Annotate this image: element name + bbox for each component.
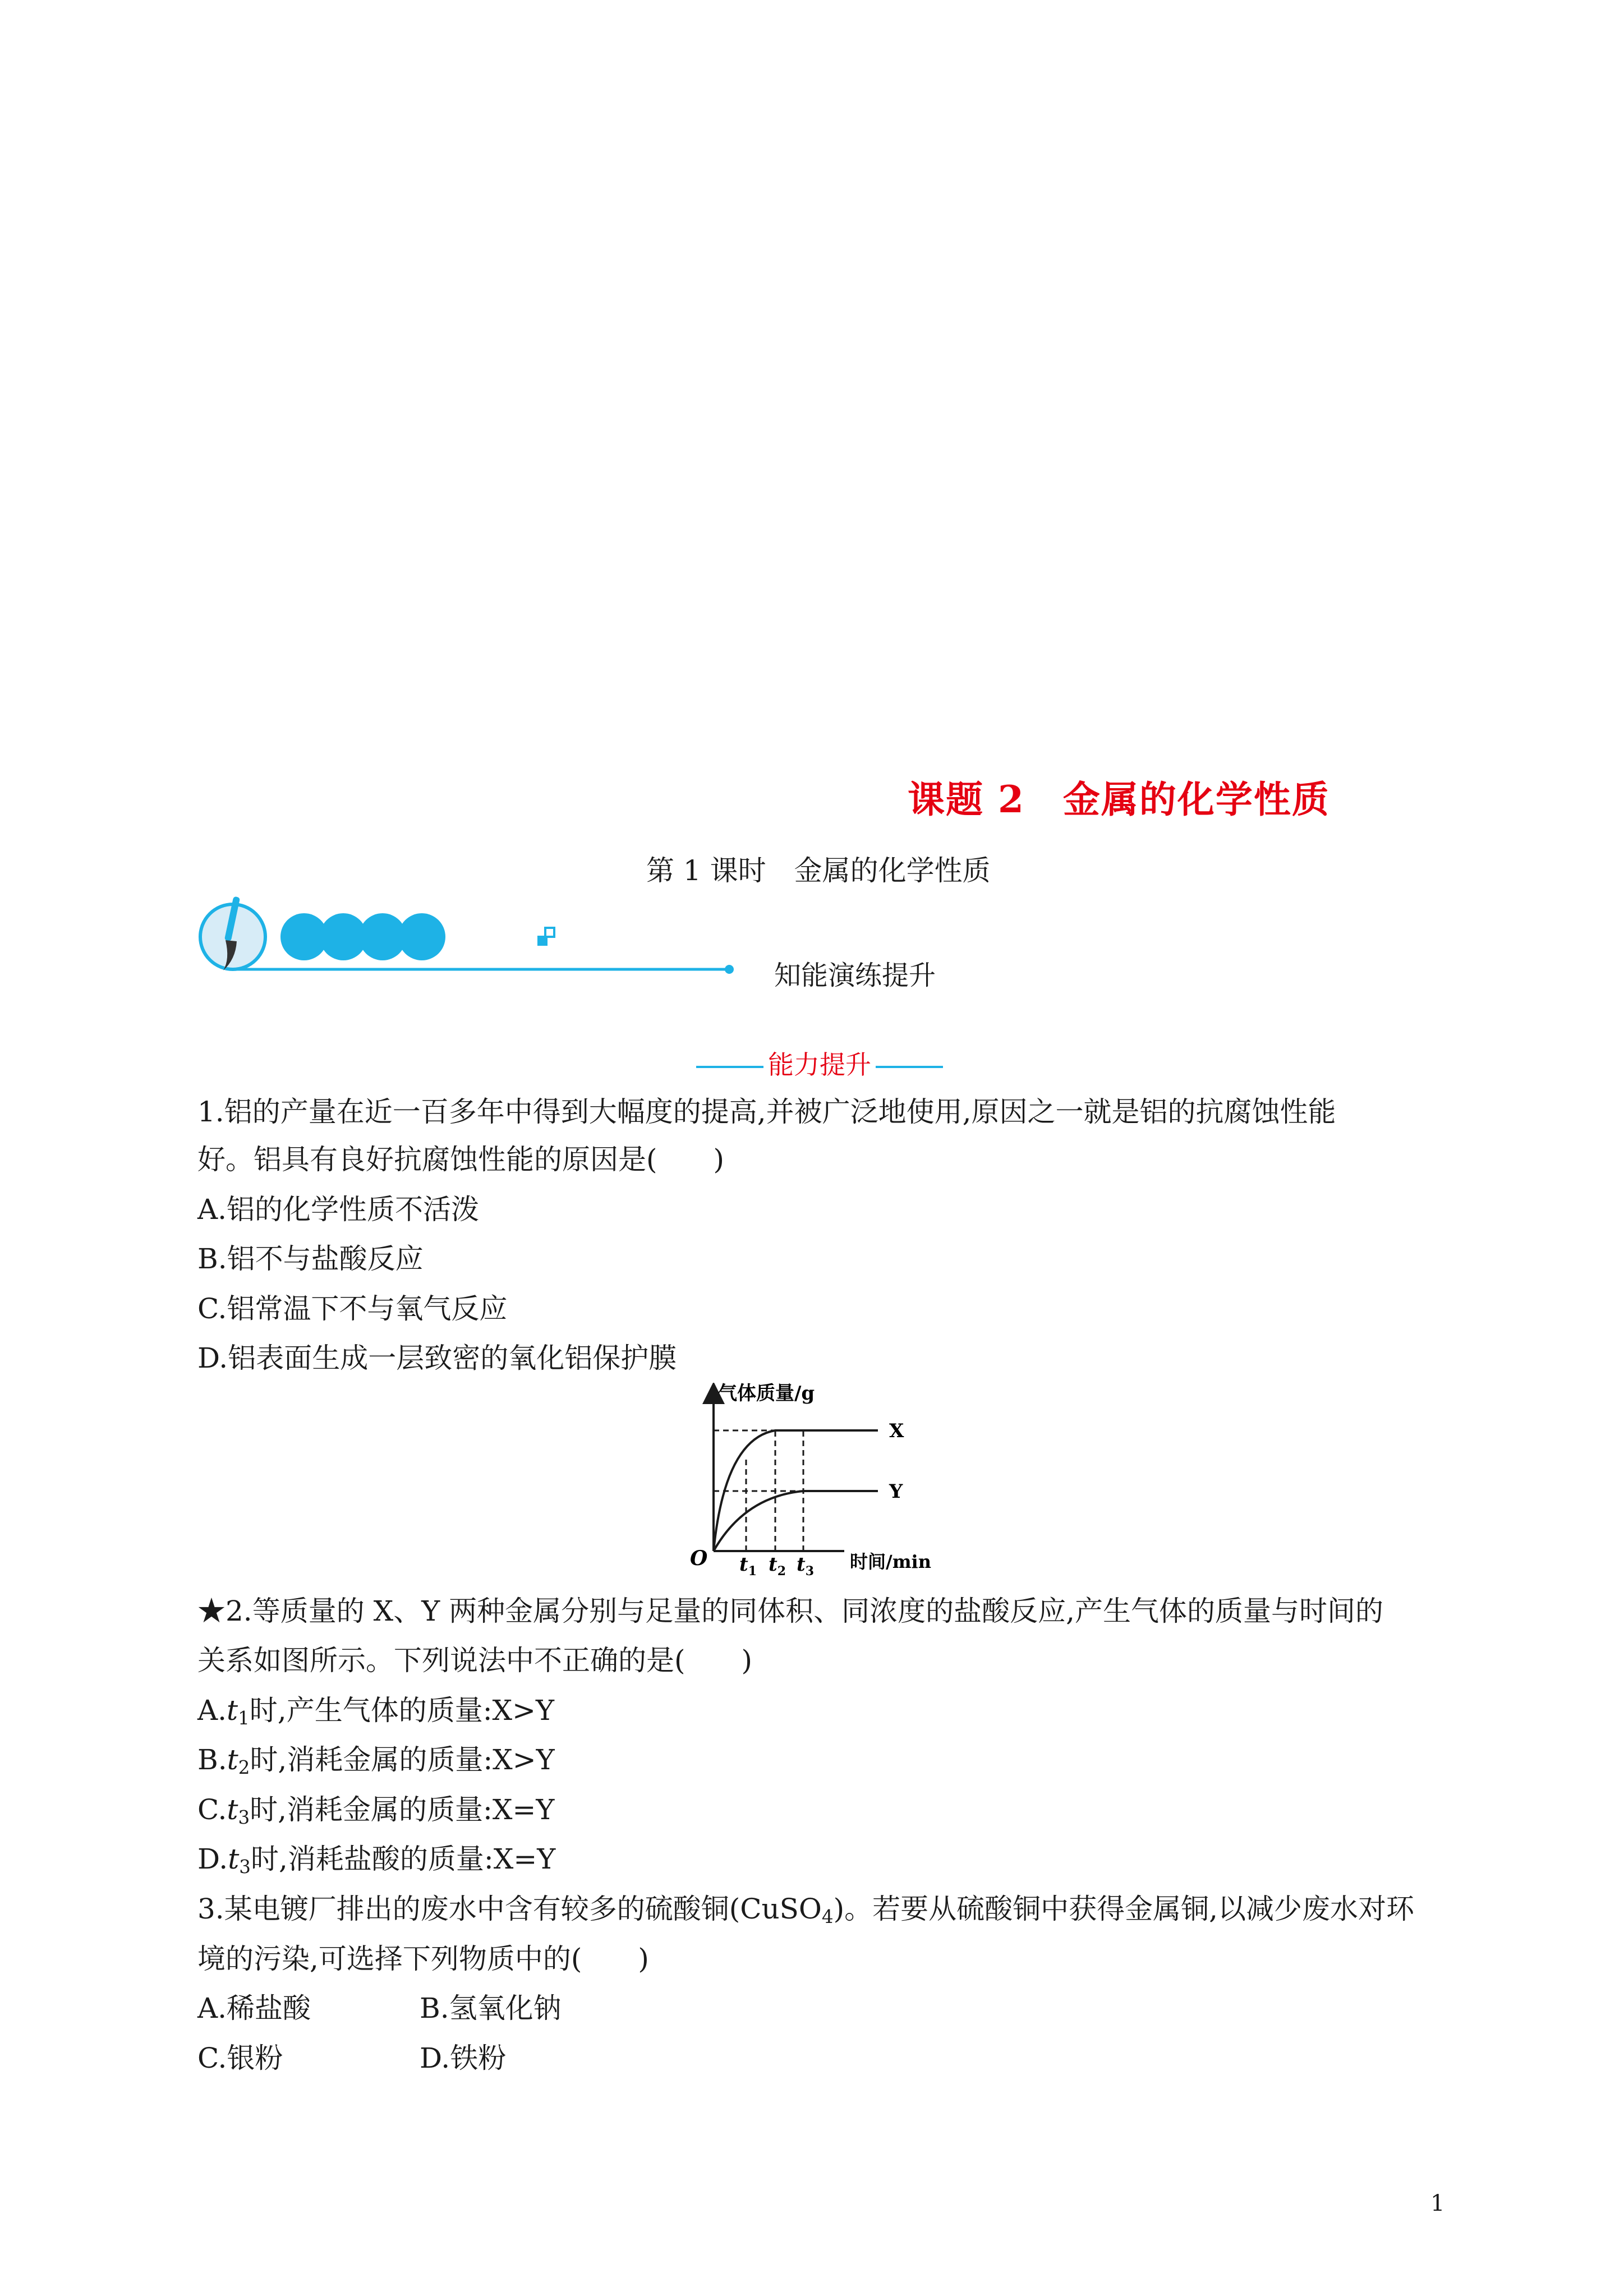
q3-option-b: B.氢氧化钠 (420, 1992, 562, 2024)
section-heading: 能力提升 (692, 1045, 947, 1082)
q1-line2: 好。铝具有良好抗腐蚀性能的原因是( ) (197, 1143, 725, 1176)
series-x-label: X (889, 1420, 904, 1442)
page-number: 1 (1430, 2191, 1445, 2216)
q3-option-c: C.银粉 (197, 2042, 283, 2074)
gas-mass-chart (687, 1383, 951, 1590)
q3-line1: 3.某电镀厂排出的废水中含有较多的硫酸铜(CuSO$_4$)。若要从硫酸铜中获得金属铜,以减少废水对环 (197, 1893, 1415, 1928)
q1-option-b: B.铝不与盐酸反应 (197, 1243, 424, 1275)
q2-option-d: $D.t_3$时,消耗盐酸的质量:X=Y (197, 1843, 556, 1878)
q3-line2: 境的污染,可选择下列物质中的( ) (197, 1943, 649, 1975)
series-y-line (714, 1491, 878, 1551)
q1-option-d: D.铝表面生成一层致密的氧化铝保护膜 (197, 1342, 677, 1374)
page-title: 课题 2 金属的化学性质 (908, 777, 1330, 821)
q3-option-a: A.稀盐酸 (197, 1992, 311, 2024)
divider-line (696, 1066, 763, 1068)
q2-option-c: $C.t_3$时,消耗金属的质量:X=Y (197, 1793, 555, 1829)
tick-label-t1: $t_1$ (739, 1553, 757, 1579)
origin-label: O (690, 1547, 708, 1570)
q3-option-d: D.铁粉 (420, 2042, 507, 2074)
y-axis-label: 气体质量/g (718, 1383, 815, 1405)
banner-dot (398, 913, 445, 960)
q2-line2: 关系如图所示。下列说法中不正确的是( ) (197, 1644, 753, 1677)
q2-option-b: $B.t_2$时,消耗金属的质量:X>Y (197, 1743, 555, 1779)
page-subtitle: 第 1 课时 金属的化学性质 (646, 854, 991, 887)
square-icon (545, 928, 554, 937)
banner-end-dot (725, 965, 734, 974)
series-y-label: Y (889, 1480, 903, 1503)
q2-line1: ★2.等质量的 X、Y 两种金属分别与足量的同体积、同浓度的盐酸反应,产生气体的质量与时间的 (197, 1595, 1383, 1627)
q1-line1: 1.铝的产量在近一百多年中得到大幅度的提高,并被广泛地使用,原因之一就是铝的抗腐蚀性能 (197, 1096, 1336, 1128)
tick-label-t3: $t_3$ (797, 1553, 815, 1579)
banner-label: 知能演练提升 (774, 960, 936, 991)
divider-line (876, 1066, 943, 1068)
q2-option-a: $A.t_1$时,产生气体的质量:X>Y (197, 1694, 555, 1729)
x-axis-label: 时间/min (850, 1551, 931, 1572)
q1-option-a: A.铝的化学性质不活泼 (197, 1193, 480, 1226)
tick-label-t2: $t_2$ (769, 1553, 786, 1579)
q1-option-c: C.铝常温下不与氧气反应 (197, 1292, 508, 1325)
